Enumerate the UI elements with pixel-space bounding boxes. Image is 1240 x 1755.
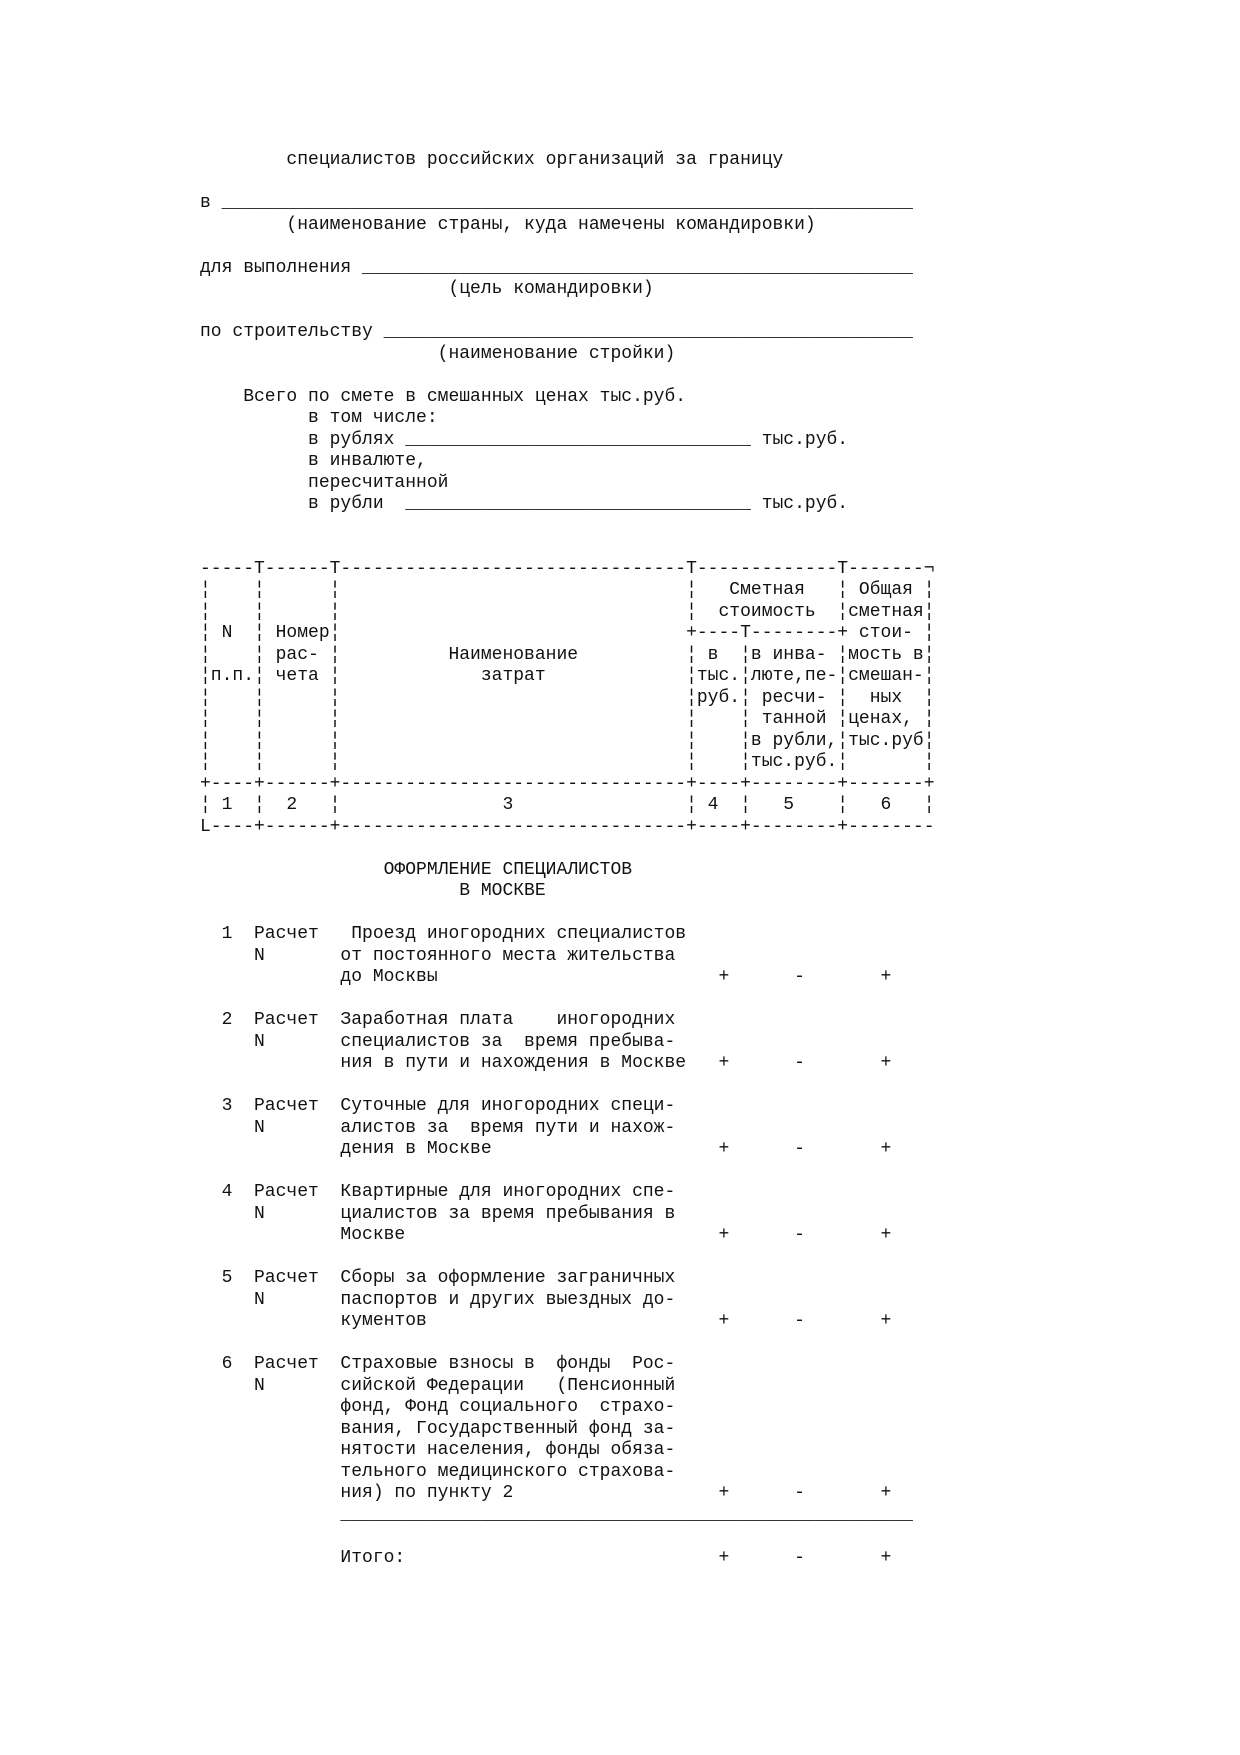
table-header-line: ¦ ¦ рас- ¦ Наименование ¦ в ¦в инва- ¦мость в¦ — [200, 644, 935, 665]
row-line: дения в Москве + - + — [200, 1139, 892, 1159]
row-line: 4 Расчет Квартирные для иногородних спе- — [200, 1182, 676, 1202]
table-header-line: -----T------T--------------------------------T-------------T-------¬ — [200, 558, 935, 579]
row-line: кументов + - + — [200, 1311, 892, 1331]
table-header-line: ¦ ¦ ¦ ¦ стоимость ¦сметная¦ — [200, 601, 935, 622]
table-header — [200, 559, 935, 839]
table-header-line: +----+------+--------------------------------+----+--------+-------+ — [200, 773, 935, 794]
document-page — [200, 150, 935, 1569]
purpose-caption: (цель командировки) — [200, 279, 654, 299]
row-line: Москве + - + — [200, 1225, 892, 1245]
table-row — [200, 924, 935, 989]
table-header-line: ¦ N ¦ Номер¦ +----T--------+ стои- ¦ — [200, 623, 935, 643]
row-line: тельного медицинского страхова- — [200, 1461, 676, 1482]
total-rule: _____________________________________________________ — [200, 1504, 913, 1525]
table-row — [200, 1182, 935, 1247]
section-title: В МОСКВЕ — [200, 881, 546, 901]
construction-field: по строительству _________________________________________________ — [200, 322, 913, 342]
totals-line: пересчитанной — [200, 472, 449, 493]
table-header-line: ¦ ¦ ¦ ¦ ¦в рубли,¦тыс.руб¦ — [200, 730, 935, 751]
row-line: 5 Расчет Сборы за оформление заграничных — [200, 1268, 676, 1288]
row-line: N от постоянного места жительства — [200, 945, 676, 966]
table-row — [200, 1010, 935, 1075]
table-header-line: ¦ ¦ ¦ ¦руб.¦ ресчи- ¦ ных ¦ — [200, 687, 935, 708]
purpose-field: для выполнения ___________________________________________________ — [200, 257, 913, 278]
table-row — [200, 1354, 935, 1505]
country-caption: (наименование страны, куда намечены командировки) — [200, 214, 816, 235]
table-header-line: ¦ ¦ ¦ ¦ Сметная ¦ Общая ¦ — [200, 580, 935, 600]
table-header-line: ¦п.п.¦ чета ¦ затрат ¦тыс.¦люте,пе-¦смешан-¦ — [200, 666, 935, 686]
row-line: ния в пути и нахождения в Москве + - + — [200, 1053, 892, 1073]
total-row: Итого: + - + — [200, 1547, 892, 1568]
totals-line: в инвалюте, — [200, 451, 427, 471]
row-line: ния) по пункту 2 + - + — [200, 1483, 892, 1503]
row-line: нятости населения, фонды обяза- — [200, 1440, 676, 1460]
country-field: в ________________________________________________________________ — [200, 193, 913, 213]
form-title: специалистов российских организаций за границу — [200, 150, 784, 170]
table-row — [200, 1096, 935, 1161]
table-header-line: ¦ 1 ¦ 2 ¦ 3 ¦ 4 ¦ 5 ¦ 6 ¦ — [200, 795, 935, 815]
row-line: N паспортов и других выездных до- — [200, 1289, 676, 1310]
row-line: до Москвы + - + — [200, 967, 892, 987]
row-line: фонд, Фонд социального страхо- — [200, 1397, 676, 1417]
row-line: N циалистов за время пребывания в — [200, 1203, 676, 1224]
row-line: N алистов за время пути и нахож- — [200, 1117, 676, 1138]
row-line: вания, Государственный фонд за- — [200, 1418, 676, 1439]
totals-line: Всего по смете в смешанных ценах тыс.руб. — [200, 386, 687, 407]
table-header-line: L----+------+--------------------------------+----+--------+-------- — [200, 816, 935, 837]
totals-line: в рублях ________________________________ тыс.руб. — [200, 429, 849, 450]
totals-line: в том числе: — [200, 408, 438, 428]
section-title: ОФОРМЛЕНИЕ СПЕЦИАЛИСТОВ — [200, 859, 633, 880]
table-header-line: ¦ ¦ ¦ ¦ ¦тыс.руб.¦ ¦ — [200, 752, 935, 772]
table-row — [200, 1268, 935, 1333]
row-line: N сийской Федерации (Пенсионный — [200, 1375, 676, 1396]
row-line: 2 Расчет Заработная плата иногородних — [200, 1010, 676, 1030]
row-line: N специалистов за время пребыва- — [200, 1031, 676, 1052]
table-header-line: ¦ ¦ ¦ ¦ ¦ танной ¦ценах, ¦ — [200, 709, 935, 729]
row-line: 6 Расчет Страховые взносы в фонды Рос- — [200, 1354, 676, 1374]
row-line: 3 Расчет Суточные для иногородних специ- — [200, 1096, 676, 1116]
totals-line: в рубли ________________________________ тыс.руб. — [200, 494, 849, 514]
row-line: 1 Расчет Проезд иногородних специалистов — [200, 924, 687, 944]
construction-caption: (наименование стройки) — [200, 343, 676, 364]
